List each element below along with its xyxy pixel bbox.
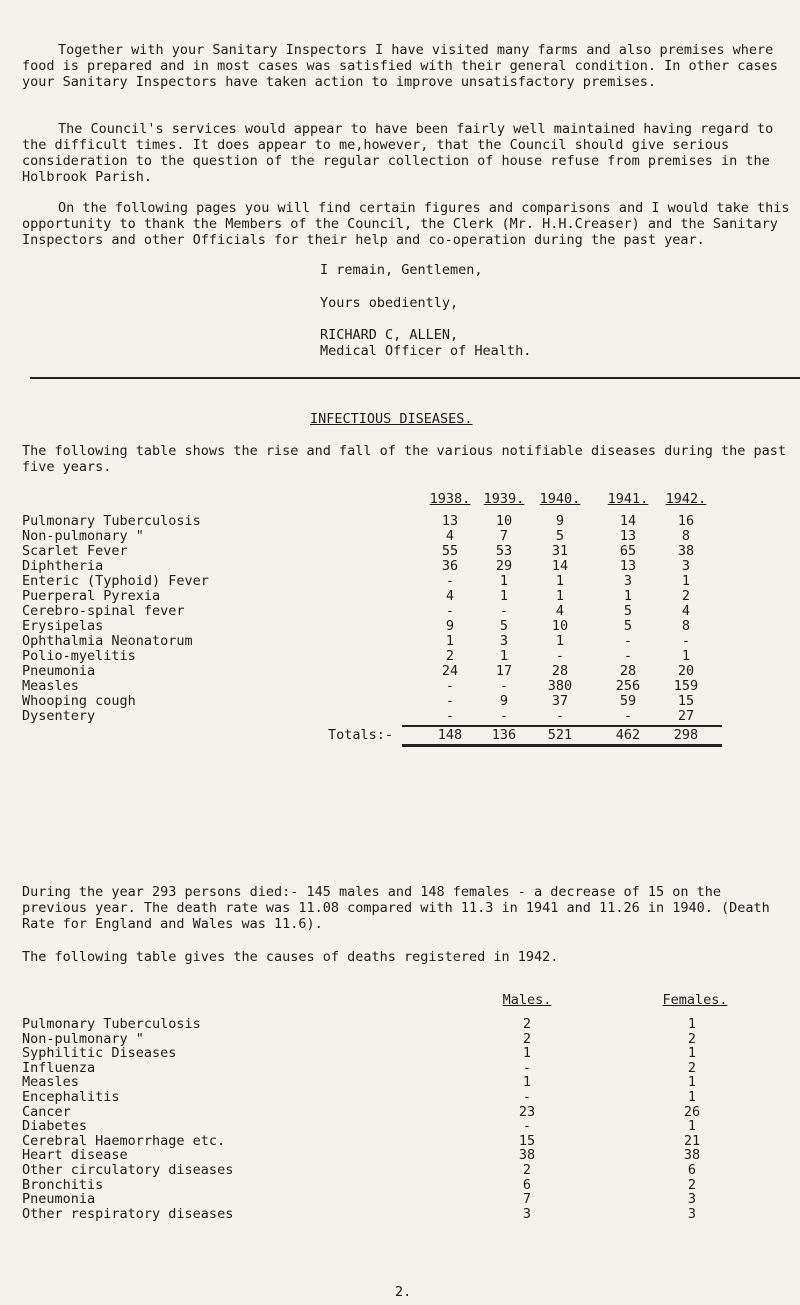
case-count: 31 <box>551 543 569 559</box>
case-count: 5 <box>499 618 509 634</box>
case-count: 14 <box>619 513 637 529</box>
case-count: 13 <box>441 513 459 529</box>
table-row <box>22 1163 792 1178</box>
case-count: 36 <box>441 558 459 574</box>
case-count: 59 <box>619 693 637 709</box>
table-row <box>22 634 792 649</box>
case-count: 10 <box>551 618 569 634</box>
female-deaths: 1 <box>687 1118 697 1135</box>
case-count: - <box>445 573 455 589</box>
disease-name: Cerebro-spinal fever <box>22 603 185 619</box>
case-count: 27 <box>677 708 695 724</box>
table-row <box>22 1207 792 1222</box>
table-row <box>22 664 792 679</box>
cause-name: Bronchitis <box>22 1176 104 1193</box>
disease-name: Non-pulmonary " <box>22 528 144 544</box>
table-row <box>22 619 792 634</box>
table-row <box>22 1061 792 1076</box>
case-count: 2 <box>445 648 455 664</box>
table-row <box>22 1192 792 1207</box>
table-row <box>22 544 792 559</box>
cause-name: Pulmonary Tuberculosis <box>22 1016 201 1032</box>
table-row <box>22 694 792 709</box>
female-deaths: 3 <box>687 1191 697 1208</box>
case-count: - <box>623 648 633 664</box>
male-deaths: 38 <box>518 1147 536 1164</box>
case-count: - <box>623 708 633 724</box>
year-header: 1941. <box>607 491 649 507</box>
case-count: 9 <box>445 618 455 634</box>
male-deaths: 15 <box>518 1132 536 1149</box>
case-count: 4 <box>445 528 455 544</box>
disease-name: Pneumonia <box>22 663 96 679</box>
male-deaths: 2 <box>522 1030 532 1047</box>
disease-name: Enteric (Typhoid) Fever <box>22 573 209 589</box>
case-count: 16 <box>677 513 695 529</box>
table-row <box>22 1148 792 1163</box>
total-value: 521 <box>547 727 573 743</box>
infectious-intro: The following table shows the rise and fall of the various notifiable diseases during the past five years. <box>22 443 787 475</box>
cause-name: Cerebral Haemorrhage etc. <box>22 1132 226 1149</box>
female-deaths: 1 <box>687 1016 697 1032</box>
case-count: 256 <box>615 678 641 694</box>
case-count: 29 <box>495 558 513 574</box>
case-count: 4 <box>445 588 455 604</box>
table-row <box>22 514 792 529</box>
male-deaths: 1 <box>522 1074 532 1091</box>
case-count: 17 <box>495 663 513 679</box>
year-header: 1940. <box>539 491 581 507</box>
case-count: 3 <box>681 558 691 574</box>
table-row <box>22 1119 792 1134</box>
case-count: 8 <box>681 618 691 634</box>
case-count: 65 <box>619 543 637 559</box>
cause-name: Cancer <box>22 1103 71 1120</box>
males-header: Males. <box>502 992 552 1008</box>
table-row <box>22 529 792 544</box>
case-count: 38 <box>677 543 695 559</box>
male-deaths: 23 <box>518 1103 536 1120</box>
female-deaths: 6 <box>687 1161 697 1178</box>
case-count: 2 <box>681 588 691 604</box>
valediction: Yours obediently, <box>320 295 459 311</box>
case-count: - <box>445 693 455 709</box>
case-count: 15 <box>677 693 695 709</box>
table-row <box>22 1105 792 1120</box>
case-count: 8 <box>681 528 691 544</box>
signatory-name: RICHARD C, ALLEN, <box>320 327 459 343</box>
case-count: 20 <box>677 663 695 679</box>
case-count: 55 <box>441 543 459 559</box>
totals-underline <box>402 744 722 747</box>
case-count: - <box>445 708 455 724</box>
case-count: 4 <box>681 603 691 619</box>
table-row <box>22 709 792 724</box>
table-row <box>22 589 792 604</box>
case-count: 13 <box>619 528 637 544</box>
case-count: - <box>445 678 455 694</box>
case-count: 1 <box>681 573 691 589</box>
table-row <box>22 1017 792 1032</box>
case-count: 1 <box>499 648 509 664</box>
cause-name: Non-pulmonary " <box>22 1030 144 1047</box>
total-value: 136 <box>491 727 517 743</box>
male-deaths: - <box>522 1059 532 1076</box>
case-count: 13 <box>619 558 637 574</box>
case-count: 28 <box>619 663 637 679</box>
table-row <box>22 1134 792 1149</box>
case-count: - <box>623 633 633 649</box>
male-deaths: 3 <box>522 1205 532 1222</box>
case-count: 159 <box>673 678 699 694</box>
female-deaths: 1 <box>687 1088 697 1105</box>
case-count: 37 <box>551 693 569 709</box>
disease-name: Pulmonary Tuberculosis <box>22 513 201 529</box>
total-value: 148 <box>437 727 463 743</box>
case-count: 1 <box>445 633 455 649</box>
disease-name: Dysentery <box>22 708 96 724</box>
disease-name: Measles <box>22 678 79 694</box>
table-row <box>22 604 792 619</box>
cause-name: Diabetes <box>22 1118 88 1135</box>
totals-row <box>22 728 792 748</box>
case-count: 9 <box>499 693 509 709</box>
case-count: - <box>499 708 509 724</box>
female-deaths: 1 <box>687 1074 697 1091</box>
cause-name: Other circulatory diseases <box>22 1161 234 1178</box>
female-deaths: 38 <box>683 1147 701 1164</box>
disease-name: Puerperal Pyrexia <box>22 588 161 604</box>
case-count: - <box>555 708 565 724</box>
case-count: 53 <box>495 543 513 559</box>
page-number: 2. <box>395 1284 412 1300</box>
male-deaths: 6 <box>522 1176 532 1193</box>
case-count: 24 <box>441 663 459 679</box>
total-value: 298 <box>673 727 699 743</box>
table-row <box>22 574 792 589</box>
case-count: 5 <box>623 603 633 619</box>
case-count: 1 <box>499 573 509 589</box>
letter-paragraph-3: On the following pages you will find certain figures and comparisons and I would take this opportunity to thank the Members of the Council, the Clerk (Mr. H.H.Creaser) and the Sanitary Inspectors and other Officials for their help and co-operation during the past year. <box>22 200 790 248</box>
case-count: 1 <box>555 573 565 589</box>
case-count: - <box>555 648 565 664</box>
male-deaths: - <box>522 1118 532 1135</box>
cause-name: Pneumonia <box>22 1191 96 1208</box>
year-header: 1942. <box>665 491 707 507</box>
case-count: 5 <box>623 618 633 634</box>
male-deaths: 1 <box>522 1045 532 1062</box>
case-count: - <box>499 678 509 694</box>
case-count: 1 <box>555 588 565 604</box>
disease-name: Erysipelas <box>22 618 104 634</box>
infectious-diseases-table <box>22 492 792 748</box>
table-header-row <box>22 993 792 1017</box>
case-count: - <box>681 633 691 649</box>
case-count: 1 <box>555 633 565 649</box>
cause-name: Influenza <box>22 1059 96 1076</box>
case-count: - <box>445 603 455 619</box>
closing-line: I remain, Gentlemen, <box>320 262 483 278</box>
table-row <box>22 1075 792 1090</box>
case-count: 3 <box>499 633 509 649</box>
section-heading: INFECTIOUS DISEASES. <box>310 411 473 427</box>
case-count: 4 <box>555 603 565 619</box>
disease-name: Scarlet Fever <box>22 543 128 559</box>
disease-name: Polio-myelitis <box>22 648 136 664</box>
case-count: 380 <box>547 678 573 694</box>
females-header: Females. <box>662 992 728 1008</box>
case-count: 10 <box>495 513 513 529</box>
female-deaths: 26 <box>683 1103 701 1120</box>
case-count: 1 <box>623 588 633 604</box>
cause-name: Other respiratory diseases <box>22 1205 234 1222</box>
letter-paragraph-1: Together with your Sanitary Inspectors I have visited many farms and also premises where food is prepared and in most cases was satisfied with their general condition. In other cases your Sanitary Inspectors have taken action to improve unsatisfactory premises. <box>22 42 778 90</box>
female-deaths: 1 <box>687 1045 697 1062</box>
case-count: 1 <box>681 648 691 664</box>
cause-name: Heart disease <box>22 1147 128 1164</box>
signatory-title: Medical Officer of Health. <box>320 343 532 359</box>
causes-of-death-table <box>22 993 792 1221</box>
case-count: 14 <box>551 558 569 574</box>
disease-name: Whooping cough <box>22 693 136 709</box>
case-count: 5 <box>555 528 565 544</box>
disease-name: Diphtheria <box>22 558 104 574</box>
case-count: 28 <box>551 663 569 679</box>
male-deaths: 2 <box>522 1016 532 1032</box>
case-count: 1 <box>499 588 509 604</box>
male-deaths: 2 <box>522 1161 532 1178</box>
deaths-intro: The following table gives the causes of deaths registered in 1942. <box>22 949 559 965</box>
table-header-row <box>22 492 792 514</box>
cause-name: Encephalitis <box>22 1088 120 1105</box>
year-header: 1938. <box>429 491 471 507</box>
male-deaths: - <box>522 1088 532 1105</box>
female-deaths: 2 <box>687 1176 697 1193</box>
female-deaths: 2 <box>687 1059 697 1076</box>
deaths-paragraph: During the year 293 persons died:- 145 males and 148 females - a decrease of 15 on the previous year. The death rate was 11.08 compared with 11.3 in 1941 and 11.26 in 1940. (Death Rate for England and Wales was 11.6). <box>22 884 770 932</box>
male-deaths: 7 <box>522 1191 532 1208</box>
table-row <box>22 1090 792 1105</box>
year-header: 1939. <box>483 491 525 507</box>
total-value: 462 <box>615 727 641 743</box>
table-row <box>22 649 792 664</box>
cause-name: Syphilitic Diseases <box>22 1045 177 1062</box>
case-count: 9 <box>555 513 565 529</box>
totals-label: Totals:- <box>328 727 394 743</box>
female-deaths: 21 <box>683 1132 701 1149</box>
letter-paragraph-2: The Council's services would appear to have been fairly well maintained having regard to the difficult times. It does appear to me,however, that the Council should give serious consideration to the question of the regular collection of house refuse from premises in the Holbrook Parish. <box>22 121 774 185</box>
table-row <box>22 679 792 694</box>
case-count: - <box>499 603 509 619</box>
cause-name: Measles <box>22 1074 79 1091</box>
section-divider <box>30 377 800 379</box>
female-deaths: 2 <box>687 1030 697 1047</box>
table-row <box>22 1032 792 1047</box>
disease-name: Ophthalmia Neonatorum <box>22 633 193 649</box>
female-deaths: 3 <box>687 1205 697 1222</box>
table-row <box>22 1046 792 1061</box>
case-count: 3 <box>623 573 633 589</box>
case-count: 7 <box>499 528 509 544</box>
table-row <box>22 559 792 574</box>
table-row <box>22 1178 792 1193</box>
